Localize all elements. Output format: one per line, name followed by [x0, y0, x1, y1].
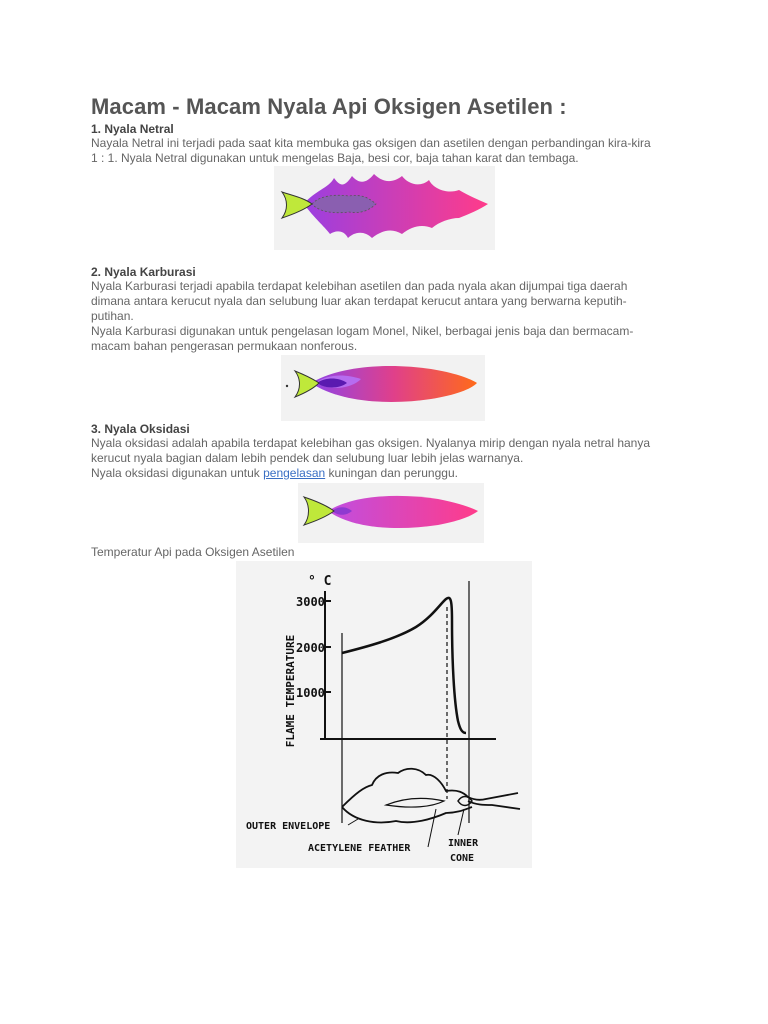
flame-oksidasi-image	[298, 483, 484, 543]
flame-karburasi-image	[281, 355, 485, 421]
section-text-netral	[91, 136, 691, 166]
feather-outline	[386, 798, 444, 807]
flame-outline	[342, 769, 520, 823]
inner-cone-pointer	[458, 809, 464, 835]
y-axis-label: FLAME TEMPERATURE	[284, 634, 297, 748]
usage-line	[91, 466, 691, 481]
section-text-oksidasi	[91, 436, 691, 481]
inner-cone-shape	[312, 195, 376, 212]
torch-tip-shape	[295, 371, 319, 397]
dot-marker	[286, 385, 288, 387]
feather-pointer	[428, 809, 436, 847]
usage-prefix: Nyala oksidasi digunakan untuk	[91, 466, 264, 480]
ytick-2000: 2000	[296, 641, 325, 655]
outer-envelope-label: OUTER ENVELOPE	[246, 821, 331, 832]
ytick-1000: 1000	[296, 686, 325, 700]
torch-tip-shape	[304, 497, 334, 525]
inner-cone-label-1: INNER	[448, 838, 479, 849]
text-line: Nyala Karburasi digunakan untuk pengelasan logam Monel, Nikel, berbagai jenis baja dan bermacam-	[91, 324, 634, 338]
text-line: Nyala oksidasi adalah apabila terdapat kelebihan gas oksigen. Nyalanya mirip dengan nyala netral hanya	[91, 436, 651, 450]
text-line: putihan.	[91, 309, 134, 323]
acetylene-feather-label: ACETYLENE FEATHER	[308, 843, 411, 854]
section-text-karburasi	[91, 279, 691, 354]
text-line: macam bahan pengerasan permukaan nonferous.	[91, 339, 358, 353]
torch-tip-shape	[282, 192, 312, 218]
text-line: Nyala Karburasi terjadi apabila terdapat kelebihan asetilen dan pada nyala akan dijumpai tiga daerah	[91, 279, 628, 293]
section-heading-karburasi: 2. Nyala Karburasi	[91, 265, 196, 279]
pengelasan-link[interactable]: pengelasan	[263, 466, 326, 480]
text-line: dimana antara kerucut nyala dan selubung luar akan terdapat kerucut antara yang berwarna keputih-	[91, 294, 627, 308]
text-line: Nayala Netral ini terjadi pada saat kita membuka gas oksigen dan asetilen dengan perbandingan kira-kira	[91, 136, 651, 150]
section-heading-oksidasi: 3. Nyala Oksidasi	[91, 422, 190, 436]
section-heading-netral: 1. Nyala Netral	[91, 122, 174, 136]
ytick-3000: 3000	[296, 595, 325, 609]
text-line: kerucut nyala bagian dalam lebih pendek dan selubung luar lebih jelas warnanya.	[91, 451, 524, 465]
inner-cone-label-2: CONE	[450, 853, 475, 864]
usage-suffix: kuningan dan perunggu.	[325, 466, 458, 480]
outer-envelope-pointer	[348, 819, 358, 825]
flame-netral-image	[274, 166, 495, 250]
graph-caption: Temperatur Api pada Oksigen Asetilen	[91, 545, 295, 559]
page-title: Macam - Macam Nyala Api Oksigen Asetilen :	[91, 94, 567, 119]
text-line: 1 : 1. Nyala Netral digunakan untuk mengelas Baja, besi cor, baja tahan karat dan tembaga.	[91, 151, 579, 165]
unit-label: ° C	[308, 574, 332, 589]
flame-temperature-graph	[236, 561, 532, 868]
